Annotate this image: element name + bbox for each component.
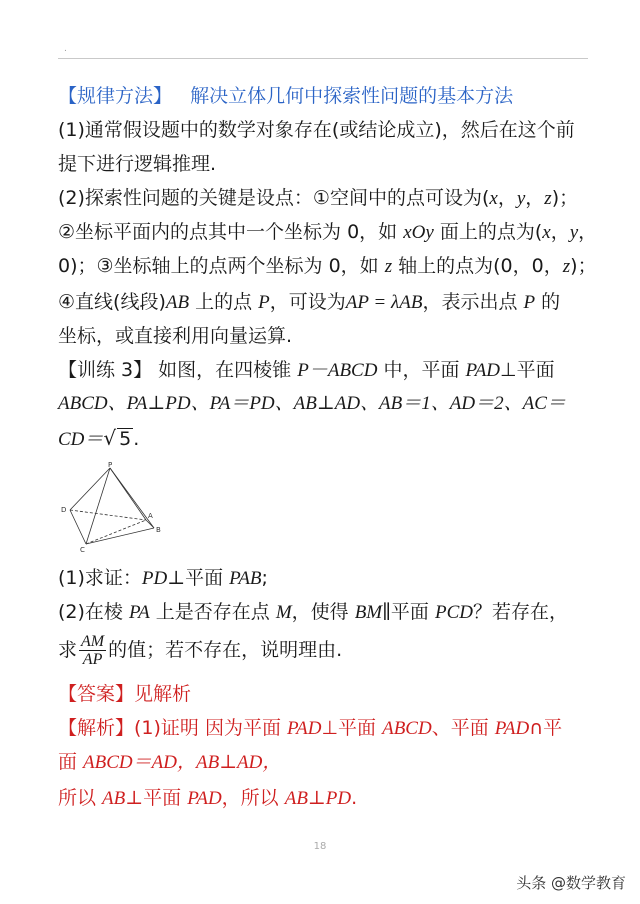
- answer-text: 见解析: [134, 683, 192, 705]
- radical-sign: √: [103, 426, 117, 450]
- text: 上是否存在点: [149, 601, 276, 623]
- math: PAB: [229, 568, 262, 589]
- edge-dc: [70, 510, 86, 544]
- math-plane: xOy: [403, 222, 434, 243]
- analysis-l2: [58, 750, 281, 775]
- label-c: C: [80, 546, 85, 554]
- math: PCD: [434, 602, 473, 623]
- text: ;: [261, 567, 268, 589]
- text: (1)证明 因为平面: [134, 717, 288, 739]
- question-1: [58, 566, 268, 591]
- text: ⊥平面: [500, 359, 555, 381]
- fraction-numerator: AM: [81, 633, 105, 650]
- method-p2b: [58, 220, 597, 245]
- math-cd: CD＝: [58, 429, 104, 450]
- text: 、平面: [431, 717, 495, 739]
- analysis-l1: [58, 716, 562, 741]
- label-a: A: [148, 512, 153, 520]
- text: 平面: [185, 567, 230, 589]
- method-heading: [58, 84, 513, 108]
- text: .: [133, 428, 140, 450]
- edge-ab: [146, 520, 154, 528]
- text: (2)在棱: [58, 601, 129, 623]
- math-y: y: [516, 188, 526, 209]
- text: ②坐标平面内的点其中一个坐标为 0，如: [58, 221, 404, 243]
- header-dot: .: [64, 44, 67, 54]
- text: (1)求证：: [58, 567, 142, 589]
- fraction-am-ap: [79, 633, 106, 668]
- exercise-tag: 【训练 3】: [58, 359, 153, 381]
- math-y: y: [569, 222, 579, 243]
- analysis-l3: [58, 786, 357, 811]
- pyramid-edges: [70, 468, 154, 544]
- math: PAD: [494, 718, 530, 739]
- text: 轴上的点为(0，0，: [392, 255, 563, 277]
- method-title: 解决立体几何中探索性问题的基本方法: [190, 85, 514, 107]
- question-2: [58, 600, 568, 625]
- text: ，表示出点: [422, 291, 524, 313]
- text: )；: [551, 187, 579, 209]
- text: ④直线(线段): [58, 291, 166, 313]
- text: (2)探索性问题的关键是设点：①空间中的点可设为(: [58, 187, 490, 209]
- math-axis: z: [384, 256, 393, 277]
- method-p2a: [58, 186, 578, 211]
- edge-pc: [86, 468, 110, 544]
- text: 平面: [390, 601, 435, 623]
- edge-da: [70, 510, 146, 520]
- label-b: B: [156, 526, 161, 534]
- watermark: 头条 @数学教育: [516, 874, 626, 892]
- text: 中，平面: [377, 359, 466, 381]
- text: ⊥平面: [321, 717, 383, 739]
- analysis-tag: 【解析】: [58, 717, 135, 739]
- method-p1b: 提下进行逻辑推理.: [58, 153, 217, 175]
- math: M: [275, 602, 292, 623]
- text: 平面: [143, 787, 188, 809]
- math: BM∥: [354, 602, 391, 623]
- math-pyramid: P－ABCD: [297, 360, 378, 381]
- method-p2c: [58, 254, 597, 279]
- math-x: x: [489, 188, 498, 209]
- answer-tag: 【答案】: [58, 683, 135, 705]
- question-2-cont: [58, 630, 342, 670]
- method-p2e: 坐标，或直接利用向量运算.: [58, 325, 293, 347]
- math: AB⊥: [102, 788, 144, 809]
- text: 求: [58, 639, 78, 661]
- text: 0)；③坐标轴上的点两个坐标为 0，如: [58, 255, 385, 277]
- text: ，使得: [291, 601, 355, 623]
- text: ，所以: [221, 787, 285, 809]
- math-p: P: [258, 292, 270, 313]
- answer-line: [58, 682, 191, 706]
- method-p1a: (1)通常假设题中的数学对象存在(或结论成立)，然后在这个前: [58, 119, 575, 141]
- exercise-l1: [58, 358, 555, 383]
- radicand: 5: [119, 428, 132, 450]
- math-p: P: [523, 292, 536, 313]
- math: ABCD＝AD，AB⊥AD，: [83, 752, 282, 773]
- text: 上的点: [189, 291, 259, 313]
- header-rule: [58, 58, 588, 59]
- fraction-denominator: AP: [82, 651, 103, 668]
- text: ，: [525, 187, 545, 209]
- math: PD⊥: [141, 568, 186, 589]
- method-tag: 【规律方法】: [58, 85, 173, 107]
- page-number: 18: [313, 841, 327, 852]
- math: PA: [128, 602, 150, 623]
- math-ab: AB: [165, 292, 190, 313]
- math: PAD: [187, 788, 222, 809]
- text: 的: [535, 291, 561, 313]
- text: ，: [550, 221, 570, 243]
- text: 面: [58, 751, 84, 773]
- method-p2d: [58, 290, 560, 315]
- math-x: x: [542, 222, 551, 243]
- text: ，: [578, 221, 598, 243]
- math-vector-eq: AP = λAB: [345, 292, 423, 313]
- text: 面上的点为(: [433, 221, 543, 243]
- math-z: z: [562, 256, 571, 277]
- edge-pd: [70, 468, 110, 510]
- exercise-l3: [58, 426, 139, 452]
- text: ，: [497, 187, 517, 209]
- math-z: z: [544, 188, 552, 209]
- label-p: P: [108, 461, 113, 469]
- text: ∩平: [529, 717, 563, 739]
- text: 所以: [58, 787, 103, 809]
- pyramid-figure: [58, 460, 168, 555]
- text: 如图，在四棱锥: [152, 359, 298, 381]
- math-pad: PAD: [465, 360, 501, 381]
- exercise-l2: ABCD、PA⊥PD、PA＝PD、AB⊥AD、AB＝1、AD＝2、AC＝: [58, 393, 566, 414]
- math: PAD: [287, 718, 322, 739]
- math: ABCD: [382, 718, 432, 739]
- text: 的值；若不存在，说明理由.: [108, 639, 343, 661]
- text: ？若存在，: [472, 601, 568, 623]
- math: AB⊥PD: [284, 788, 352, 809]
- text: .: [351, 787, 358, 809]
- text: )；: [570, 255, 597, 277]
- text: ，可设为: [269, 291, 346, 313]
- label-d: D: [61, 506, 67, 514]
